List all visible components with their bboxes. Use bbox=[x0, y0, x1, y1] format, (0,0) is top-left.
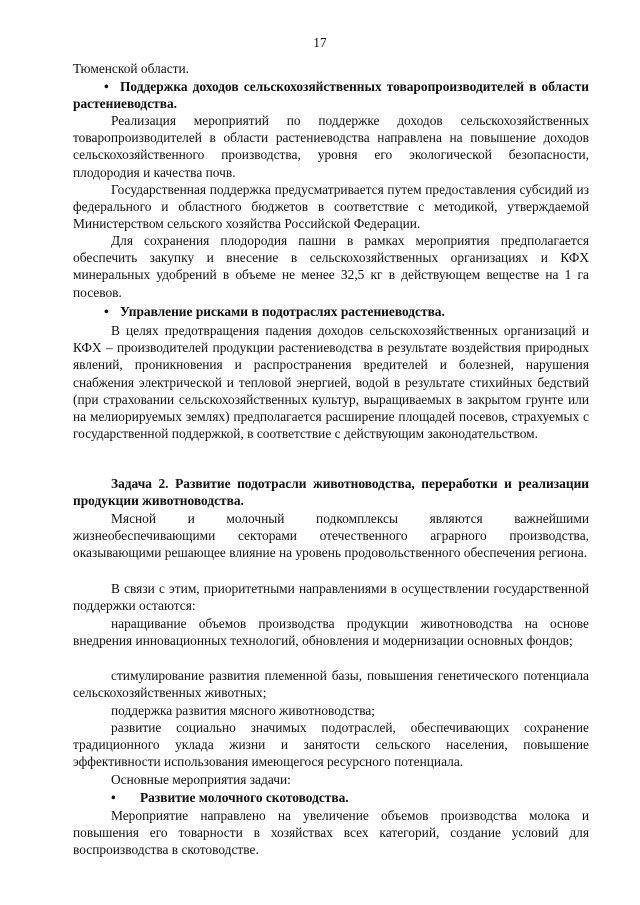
paragraph-risk-management: В целях предотвращения падения доходов сельскохозяйственных организаций и КФХ – производителей продукции растениеводства в результате воздействия природных явлений, проникновения и распространения вредителей и болезней, нарушения снабжения электрической и тепловой энергией, водой в результате стихийных бедствий (при страховании сельскохозяйственных культур, выращиваемых в закрытом грунте или на мелиорируемых землях) предполагается расширение площадей посевов, страхуемых с государственной поддержкой, в соответствие с действующим законодательством. bbox=[73, 323, 589, 442]
heading-dairy: Развитие молочного скотоводства. bbox=[140, 790, 349, 805]
bullet-marker: • bbox=[104, 79, 109, 94]
heading-crop-income: Поддержка доходов сельскохозяйственных товаропроизводителей в области растениеводства. bbox=[73, 79, 589, 112]
paragraph-soil-fertility: Для сохранения плодородия пашни в рамках мероприятия предполагается обеспечить закупку и внесение в сельскохозяйственных организациях и КФХ минеральных удобрений в объеме не менее 32,5 кг в действующем веществе на 1 га посевов. bbox=[73, 233, 589, 300]
bullet-marker: • bbox=[104, 304, 109, 319]
paragraph-state-support: Государственная поддержка предусматривается путем предоставления субсидий из федерального и областного бюджетов в соответствие с методикой, утверждаемой Министерством сельского хозяйства Российской Федерации. bbox=[73, 182, 589, 232]
paragraph-priority-social: развитие социально значимых подотраслей, обеспечивающих сохранение традиционного уклада жизни и занятости сельского населения, повышение эффективности использования имеющегося ресурсного потенциала. bbox=[73, 720, 589, 770]
paragraph-dairy-goal: Мероприятие направлено на увеличение объемов производства молока и повышения его товарности в хозяйствах всех категорий, создание условий для воспроизводства в скотоводстве. bbox=[73, 808, 589, 858]
paragraph-priority-breeding: стимулирование развития племенной базы, повышения генетического потенциала сельскохозяйственных животных; bbox=[73, 668, 589, 701]
bullet-marker: • bbox=[111, 790, 116, 805]
heading-risk-management: Управление рисками в подотраслях растениеводства. bbox=[120, 304, 445, 319]
paragraph-continuation: Тюменской области. bbox=[73, 61, 190, 76]
paragraph-priorities-intro: В связи с этим, приоритетными направлениями в осуществлении государственной поддержки остаются: bbox=[73, 581, 589, 614]
page-number: 17 bbox=[313, 35, 327, 50]
heading-task-2: Задача 2. Развитие подотрасли животноводства, переработки и реализации продукции животноводства. bbox=[73, 476, 589, 509]
paragraph-crop-income-goal: Реализация мероприятий по поддержке доходов сельскохозяйственных товаропроизводителей в области растениеводства направлена на повышение доходов сельскохозяйственного производства, уровня его экологической безопасности, плодородия и качества почв. bbox=[73, 113, 589, 180]
paragraph-main-activities: Основные мероприятия задачи: bbox=[111, 772, 291, 787]
paragraph-meat-dairy: Мясной и молочный подкомплексы являются важнейшими жизнеобеспечивающими секторами отечественного аграрного производства, оказывающими решающее влияние на уровень продовольственного обеспечения региона. bbox=[73, 511, 589, 561]
paragraph-priority-meat: поддержка развития мясного животноводства; bbox=[111, 703, 376, 718]
paragraph-priority-production: наращивание объемов производства продукции животноводства на основе внедрения инновационных технологий, обновления и модернизации основных фондов; bbox=[73, 616, 589, 649]
